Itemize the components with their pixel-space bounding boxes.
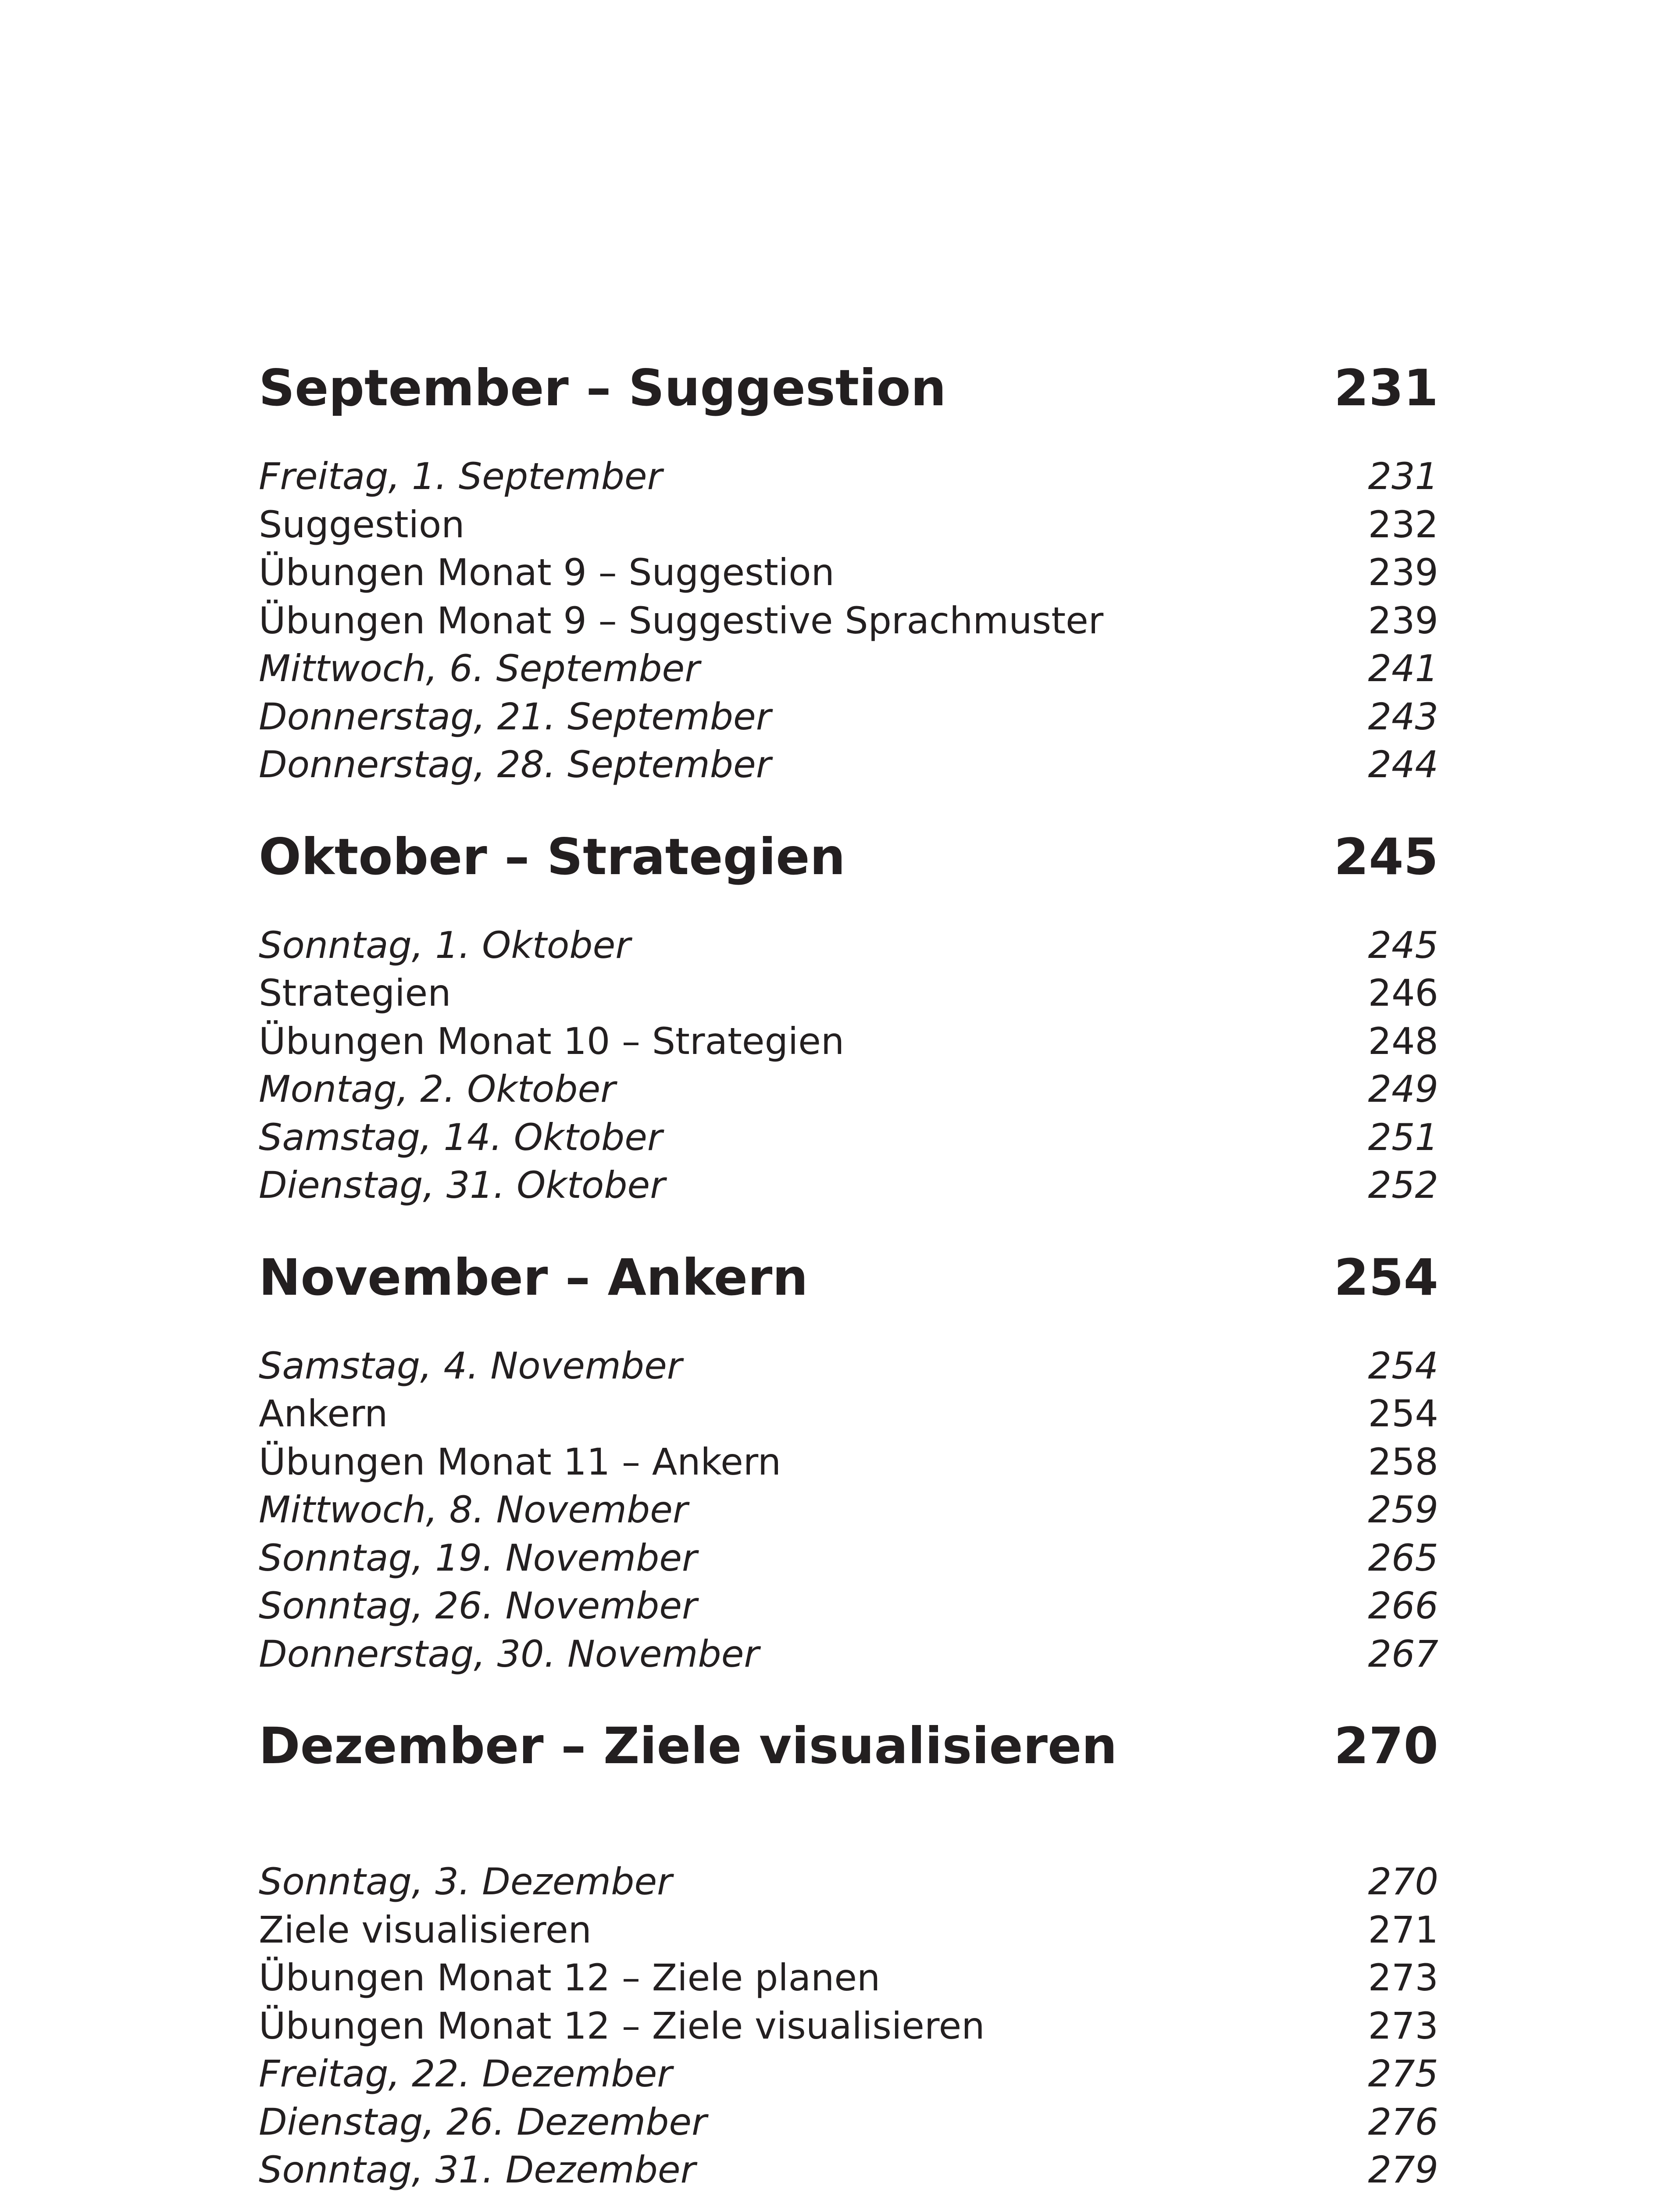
entry-title: Strategien — [259, 971, 451, 1014]
section-page-number: 270 — [1334, 1717, 1438, 1775]
toc-entry[interactable] — [259, 1486, 1438, 1534]
toc-entry[interactable] — [259, 1065, 1438, 1114]
toc-entry[interactable] — [259, 2146, 1438, 2193]
entry-title: Sonntag, 31. Dezember — [259, 2148, 696, 2191]
entry-page-number: 275 — [1368, 2052, 1438, 2095]
section-page-number: 254 — [1334, 1248, 1438, 1307]
entry-title: Übungen Monat 9 – Suggestion — [259, 551, 835, 594]
entry-page-number: 271 — [1368, 1908, 1438, 1951]
entry-title: Sonntag, 1. Oktober — [259, 923, 631, 967]
toc-entry[interactable] — [259, 1018, 1438, 1066]
entry-page-number: 279 — [1368, 2148, 1438, 2191]
entry-page-number: 231 — [1368, 455, 1438, 498]
entry-title: Donnerstag, 28. September — [259, 743, 771, 786]
entry-page-number: 273 — [1368, 2004, 1438, 2047]
toc-section — [259, 1709, 1438, 2193]
entry-title: Sonntag, 26. November — [259, 1584, 697, 1627]
entry-title: Ankern — [259, 1392, 388, 1435]
toc-entry[interactable] — [259, 1114, 1438, 1162]
section-spacer — [259, 789, 1438, 820]
entry-page-number: 239 — [1368, 599, 1438, 642]
toc-entry[interactable] — [259, 1390, 1438, 1438]
section-spacer — [259, 1210, 1438, 1240]
entry-page-number: 249 — [1368, 1068, 1438, 1111]
toc-entry[interactable] — [259, 1906, 1438, 1954]
entry-title: Samstag, 4. November — [259, 1344, 682, 1387]
toc-entry[interactable] — [259, 1858, 1438, 1906]
entry-page-number: 254 — [1368, 1344, 1438, 1387]
toc-entry[interactable] — [259, 969, 1438, 1018]
entry-page-number: 265 — [1368, 1536, 1438, 1579]
entry-title: Samstag, 14. Oktober — [259, 1115, 663, 1159]
entry-page-number: 258 — [1368, 1440, 1438, 1483]
section-title: November – Ankern — [259, 1248, 808, 1307]
toc-entry[interactable] — [259, 1582, 1438, 1630]
toc-entry[interactable] — [259, 549, 1438, 597]
entry-title: Sonntag, 19. November — [259, 1536, 697, 1579]
entry-page-number: 254 — [1368, 1392, 1438, 1435]
toc-entry[interactable] — [259, 2050, 1438, 2098]
entry-title: Übungen Monat 10 – Strategien — [259, 1019, 845, 1063]
toc-section — [259, 351, 1438, 820]
toc-entry[interactable] — [259, 1630, 1438, 1679]
toc-entry[interactable] — [259, 741, 1438, 789]
toc-entry[interactable] — [259, 501, 1438, 549]
entry-page-number: 239 — [1368, 551, 1438, 594]
entry-page-number: 266 — [1368, 1584, 1438, 1627]
toc-section — [259, 820, 1438, 1240]
entry-title: Dienstag, 31. Oktober — [259, 1164, 665, 1207]
entry-page-number: 244 — [1368, 743, 1438, 786]
entry-page-number: 252 — [1368, 1164, 1438, 1207]
entry-title: Sonntag, 3. Dezember — [259, 1860, 672, 1903]
section-title: Oktober – Strategien — [259, 827, 845, 886]
section-title: September – Suggestion — [259, 359, 946, 417]
entry-title: Donnerstag, 30. November — [259, 1632, 759, 1675]
toc-entry[interactable] — [259, 2002, 1438, 2050]
entry-page-number: 245 — [1368, 923, 1438, 967]
section-heading[interactable] — [259, 1240, 1438, 1315]
entry-page-number: 270 — [1368, 1860, 1438, 1903]
entry-page-number: 251 — [1368, 1115, 1438, 1159]
entry-title: Montag, 2. Oktober — [259, 1068, 616, 1111]
entry-title: Übungen Monat 12 – Ziele planen — [259, 1956, 881, 1999]
entry-title: Ziele visualisieren — [259, 1908, 592, 1951]
toc-entry[interactable] — [259, 1342, 1438, 1390]
section-spacer — [259, 1678, 1438, 1709]
entry-page-number: 276 — [1368, 2100, 1438, 2143]
toc-entry[interactable] — [259, 2098, 1438, 2147]
toc-entry[interactable] — [259, 1534, 1438, 1582]
entry-title: Mittwoch, 6. September — [259, 647, 700, 690]
entry-page-number: 267 — [1368, 1632, 1438, 1675]
section-title: Dezember – Ziele visualisieren — [259, 1717, 1117, 1775]
section-heading[interactable] — [259, 820, 1438, 894]
entry-page-number: 232 — [1368, 503, 1438, 546]
entry-title: Mittwoch, 8. November — [259, 1488, 688, 1531]
toc-entry[interactable] — [259, 693, 1438, 741]
entry-page-number: 248 — [1368, 1019, 1438, 1063]
entry-page-number: 243 — [1368, 695, 1438, 738]
entry-title: Suggestion — [259, 503, 465, 546]
entry-title: Donnerstag, 21. September — [259, 695, 771, 738]
entry-title: Übungen Monat 9 – Suggestive Sprachmuster — [259, 599, 1104, 642]
toc-entry[interactable] — [259, 453, 1438, 501]
entry-title: Dienstag, 26. Dezember — [259, 2100, 707, 2143]
entry-title: Freitag, 1. September — [259, 455, 663, 498]
entry-page-number: 273 — [1368, 1956, 1438, 1999]
toc-entry[interactable] — [259, 921, 1438, 970]
entry-title: Übungen Monat 12 – Ziele visualisieren — [259, 2004, 985, 2047]
section-page-number: 245 — [1334, 827, 1438, 886]
toc-entry[interactable] — [259, 1954, 1438, 2002]
toc-entry[interactable] — [259, 1438, 1438, 1486]
entry-page-number: 241 — [1368, 647, 1438, 690]
toc-entry[interactable] — [259, 645, 1438, 693]
entry-page-number: 246 — [1368, 971, 1438, 1014]
toc-section — [259, 1240, 1438, 1709]
toc-entry[interactable] — [259, 597, 1438, 645]
toc-entry[interactable] — [259, 1161, 1438, 1210]
table-of-contents — [259, 351, 1438, 2193]
section-page-number: 231 — [1334, 359, 1438, 417]
section-heading[interactable] — [259, 1709, 1438, 1783]
entry-page-number: 259 — [1368, 1488, 1438, 1531]
entry-title: Übungen Monat 11 – Ankern — [259, 1440, 781, 1483]
section-heading[interactable] — [259, 351, 1438, 425]
entry-title: Freitag, 22. Dezember — [259, 2052, 672, 2095]
